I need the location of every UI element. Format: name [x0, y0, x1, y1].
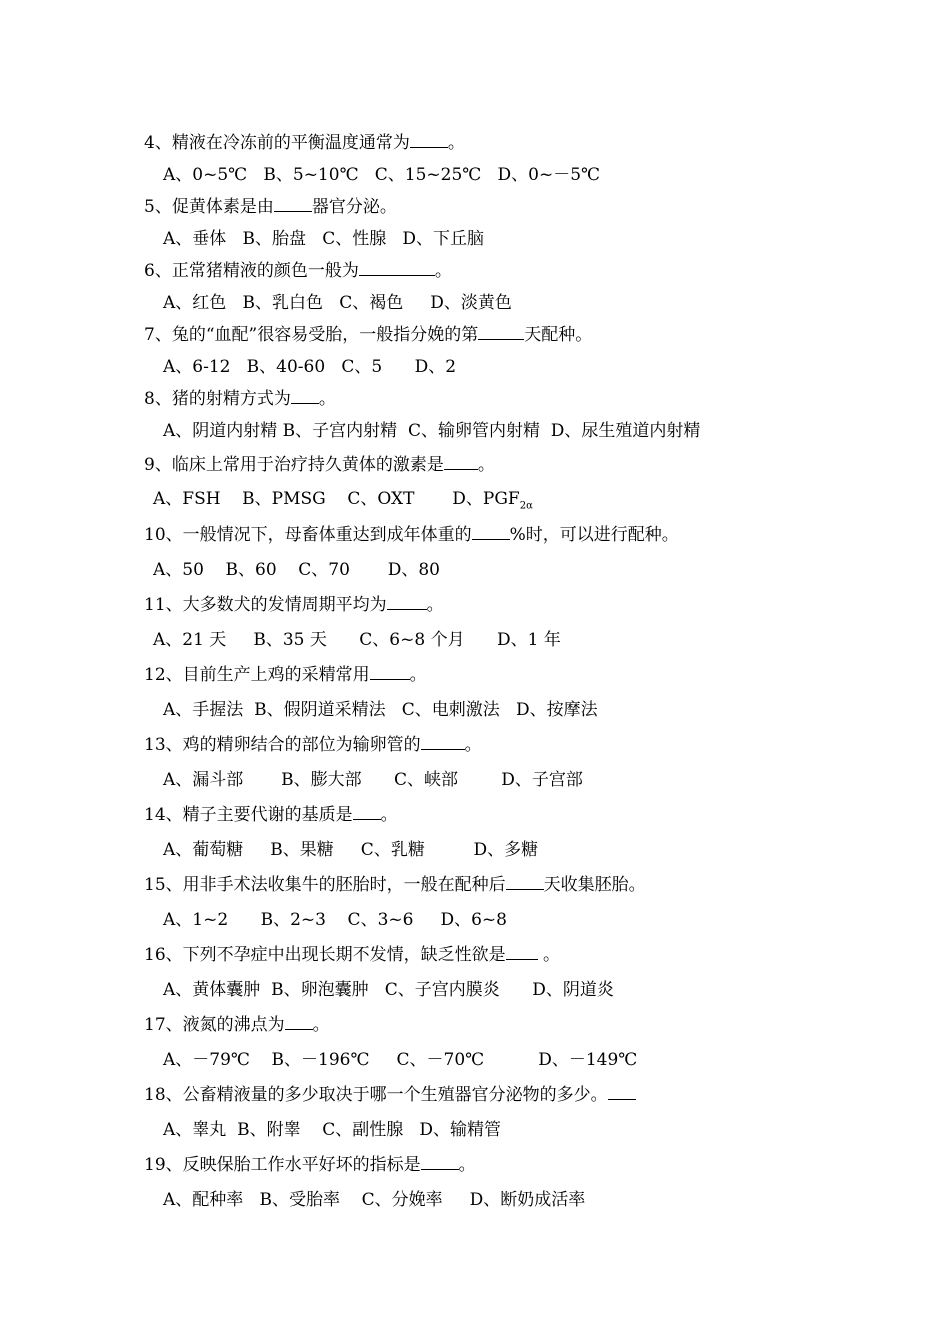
options-5: A、垂体 B、胎盘 C、性腺 D、下丘脑	[163, 229, 485, 249]
options-6: A、红色 B、乳白色 C、褐色 D、淡黄色	[163, 293, 512, 313]
options-4: A、0~5℃ B、5~10℃ C、15~25℃ D、0~－5℃	[163, 165, 601, 185]
options-18: A、睾丸 B、附睾 C、副性腺 D、输精管	[163, 1120, 502, 1140]
question-text: 12、目前生产上鸡的采精常用	[144, 665, 370, 685]
answer-blank	[274, 196, 312, 212]
question-16	[144, 944, 560, 966]
question-19	[144, 1154, 476, 1176]
question-text: 5、促黄体素是由	[144, 197, 274, 217]
question-text: 7、兔的“血配”很容易受胎，一般指分娩的第	[144, 325, 479, 345]
question-text: 17、液氮的沸点为	[144, 1015, 285, 1035]
question-text: 6、正常猪精液的颜色一般为	[144, 261, 359, 281]
question-text: 13、鸡的精卵结合的部位为输卵管的	[144, 735, 421, 755]
question-text-tail: 天收集胚胎。	[543, 875, 646, 895]
question-text: 11、大多数犬的发情周期平均为	[144, 595, 387, 615]
question-8	[144, 388, 336, 410]
options-10: A、50 B、60 C、70 D、80	[153, 560, 440, 580]
options-12: A、手握法 B、假阴道采精法 C、电刺激法 D、按摩法	[163, 700, 598, 720]
question-text: 9、临床上常用于治疗持久黄体的激素是	[144, 455, 444, 475]
question-text-tail: 。	[426, 595, 444, 615]
answer-blank	[421, 1154, 459, 1170]
question-text: 8、猪的射精方式为	[144, 389, 291, 409]
answer-blank	[472, 524, 510, 540]
answer-blank	[410, 132, 448, 148]
answer-blank	[608, 1084, 636, 1100]
question-9	[144, 454, 495, 476]
subscript-text: 2α	[519, 500, 533, 512]
options-15: A、1~2 B、2~3 C、3~6 D、6~8	[163, 910, 507, 930]
options-13: A、漏斗部 B、膨大部 C、峡部 D、子宫部	[163, 770, 583, 790]
answer-blank	[353, 804, 381, 820]
question-text: 4、精液在冷冻前的平衡温度通常为	[144, 133, 410, 153]
question-text-tail: 天配种。	[524, 325, 593, 345]
question-text-tail: 。	[380, 805, 398, 825]
question-text-tail: 。	[458, 1155, 476, 1175]
question-text-tail: 。	[434, 261, 452, 281]
options-19: A、配种率 B、受胎率 C、分娩率 D、断奶成活率	[163, 1190, 586, 1210]
options-17: A、－79℃ B、－196℃ C、－70℃ D、－149℃	[163, 1050, 638, 1070]
question-text-tail: 。	[409, 665, 427, 685]
question-4	[144, 132, 465, 154]
question-text-tail: 。	[477, 455, 495, 475]
options-text: A、FSH B、PMSG C、OXT D、PGF	[153, 489, 520, 509]
question-text: 16、下列不孕症中出现长期不发情，缺乏性欲是	[144, 945, 506, 965]
answer-blank	[506, 874, 544, 890]
question-text: 10、一般情况下，母畜体重达到成年体重的	[144, 525, 472, 545]
answer-blank	[359, 260, 435, 276]
answer-blank	[370, 664, 410, 680]
question-11	[144, 594, 444, 616]
options-11: A、21 天 B、35 天 C、6~8 个月 D、1 年	[153, 630, 561, 650]
question-text-tail: 。	[318, 389, 336, 409]
question-17	[144, 1014, 330, 1036]
question-text-tail: 器官分泌。	[311, 197, 397, 217]
options-9	[153, 488, 533, 517]
question-7	[144, 324, 592, 346]
answer-blank	[421, 734, 465, 750]
options-14: A、葡萄糖 B、果糖 C、乳糖 D、多糖	[163, 840, 539, 860]
answer-blank	[387, 594, 427, 610]
answer-blank	[506, 944, 538, 960]
question-text-tail: 。	[464, 735, 482, 755]
answer-blank	[291, 388, 319, 404]
question-text: 19、反映保胎工作水平好坏的指标是	[144, 1155, 421, 1175]
question-text: 14、精子主要代谢的基质是	[144, 805, 353, 825]
question-15	[144, 874, 646, 896]
answer-blank	[478, 324, 524, 340]
options-8: A、阴道内射精 B、子宫内射精 C、输卵管内射精 D、尿生殖道内射精	[163, 421, 701, 441]
question-text-tail: %时，可以进行配种。	[509, 525, 679, 545]
question-text-tail: 。	[447, 133, 465, 153]
question-text: 15、用非手术法收集牛的胚胎时，一般在配种后	[144, 875, 506, 895]
question-6	[144, 260, 452, 282]
options-16: A、黄体囊肿 B、卵泡囊肿 C、子宫内膜炎 D、阴道炎	[163, 980, 614, 1000]
question-18	[144, 1084, 636, 1106]
options-7: A、6-12 B、40-60 C、5 D、2	[163, 357, 457, 377]
question-10	[144, 524, 679, 546]
question-text-tail: 。	[537, 945, 561, 965]
question-14	[144, 804, 398, 826]
question-12	[144, 664, 427, 686]
answer-blank	[285, 1014, 313, 1030]
answer-blank	[444, 454, 478, 470]
question-text-tail: 。	[312, 1015, 330, 1035]
question-13	[144, 734, 482, 756]
question-text: 18、公畜精液量的多少取决于哪一个生殖器官分泌物的多少。	[144, 1085, 608, 1105]
question-5	[144, 196, 397, 218]
